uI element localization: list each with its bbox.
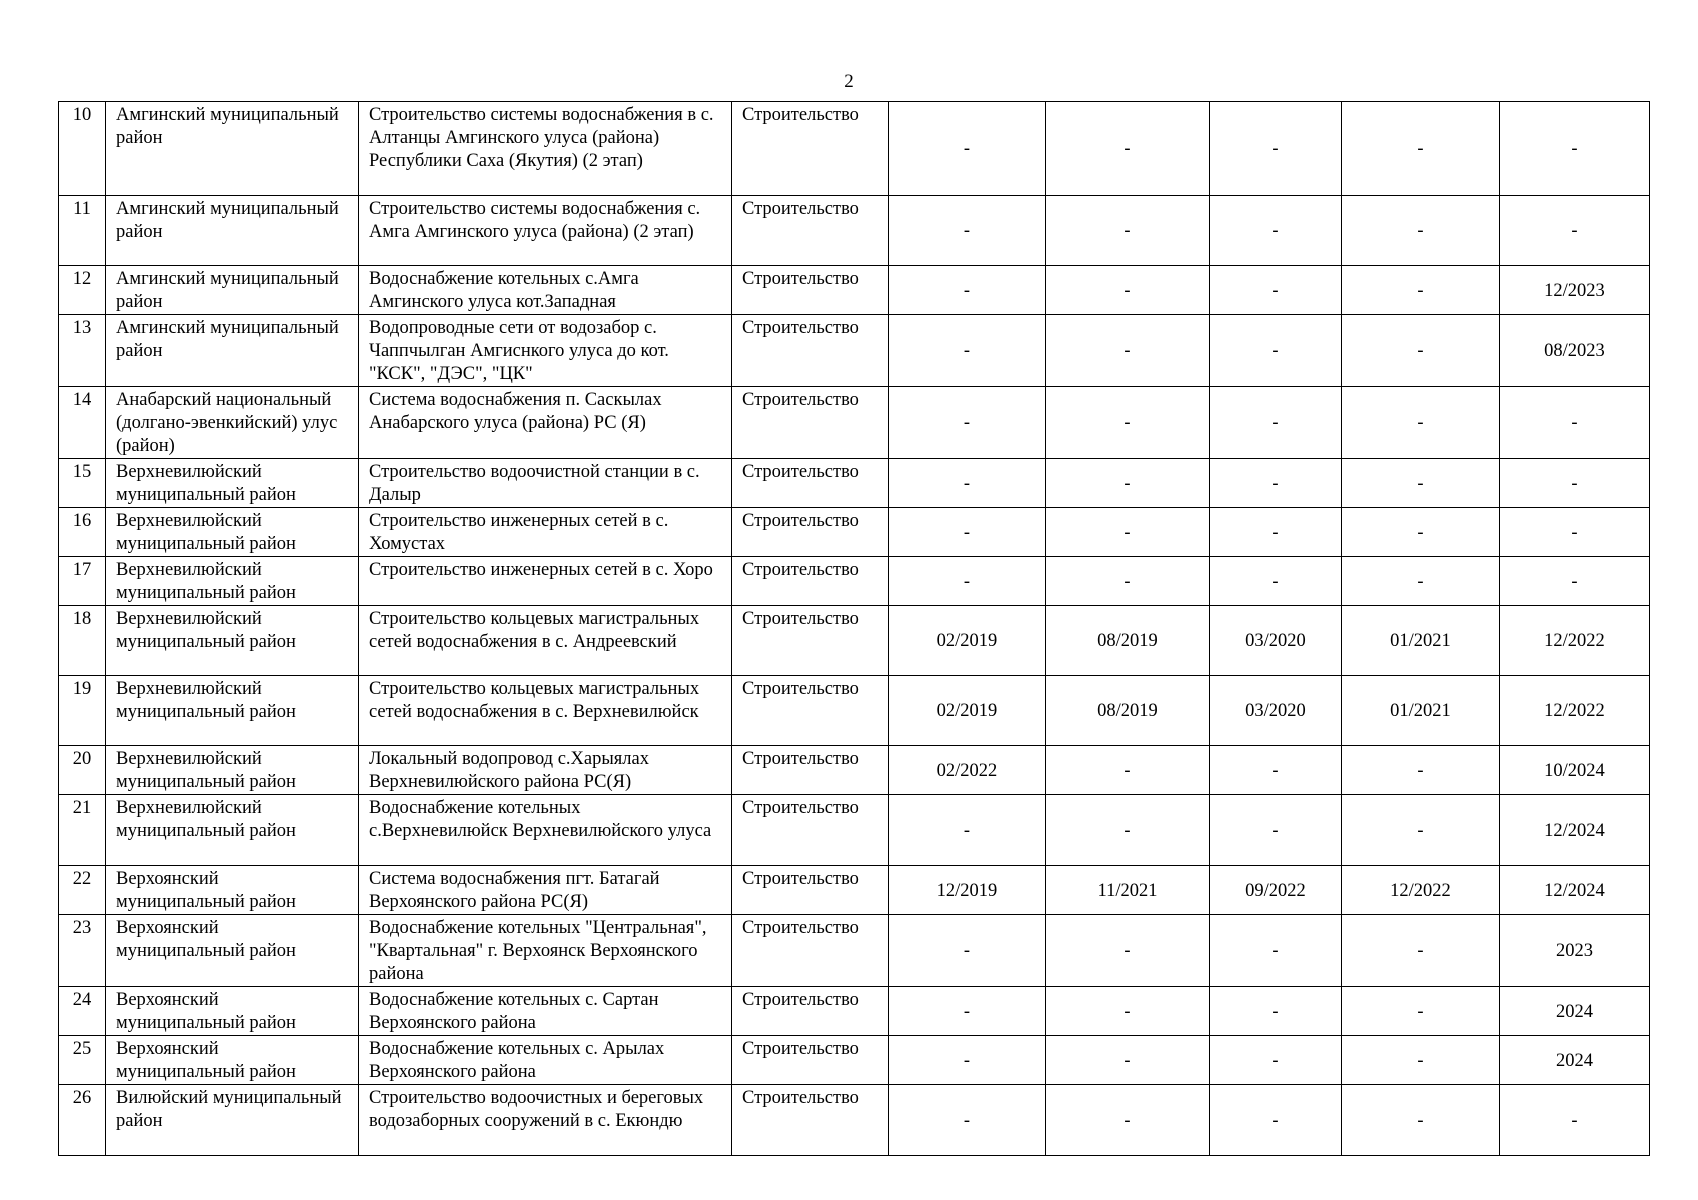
district-cell: Верхоянский муниципальный район bbox=[106, 915, 359, 987]
date-cell-2: - bbox=[1046, 795, 1210, 866]
date-cell-2: - bbox=[1046, 387, 1210, 459]
work-type-cell: Строительство bbox=[732, 606, 889, 676]
district-cell: Верхоянский муниципальный район bbox=[106, 987, 359, 1036]
projects-table bbox=[58, 101, 1650, 1156]
table-row bbox=[59, 1085, 1650, 1156]
work-type-cell: Строительство bbox=[732, 915, 889, 987]
project-cell: Водоснабжение котельных с.Верхневилюйск Верхневилюйского улуса bbox=[359, 795, 732, 866]
project-cell: Строительство инженерных сетей в с. Хоро bbox=[359, 557, 732, 606]
date-cell-3: - bbox=[1210, 1085, 1342, 1156]
table-row bbox=[59, 915, 1650, 987]
table-row bbox=[59, 866, 1650, 915]
district-cell: Верхневилюйский муниципальный район bbox=[106, 746, 359, 795]
district-cell: Верхоянский муниципальный район bbox=[106, 1036, 359, 1085]
project-cell: Строительство системы водоснабжения с. Амга Амгинского улуса (района) (2 этап) bbox=[359, 196, 732, 266]
date-cell-4: 12/2022 bbox=[1342, 866, 1500, 915]
table-row bbox=[59, 196, 1650, 266]
row-number: 22 bbox=[59, 866, 106, 915]
date-cell-3: 03/2020 bbox=[1210, 606, 1342, 676]
date-cell-1: 12/2019 bbox=[889, 866, 1046, 915]
row-number: 11 bbox=[59, 196, 106, 266]
work-type-cell: Строительство bbox=[732, 315, 889, 387]
project-cell: Водоснабжение котельных "Центральная", "Квартальная" г. Верхоянск Верхоянского района bbox=[359, 915, 732, 987]
district-cell: Верхневилюйский муниципальный район bbox=[106, 459, 359, 508]
date-cell-5: 10/2024 bbox=[1500, 746, 1650, 795]
date-cell-2: - bbox=[1046, 1085, 1210, 1156]
work-type-cell: Строительство bbox=[732, 387, 889, 459]
date-cell-4: - bbox=[1342, 746, 1500, 795]
date-cell-5: - bbox=[1500, 387, 1650, 459]
date-cell-2: - bbox=[1046, 987, 1210, 1036]
date-cell-4: - bbox=[1342, 266, 1500, 315]
district-cell: Верхневилюйский муниципальный район bbox=[106, 676, 359, 746]
work-type-cell: Строительство bbox=[732, 795, 889, 866]
date-cell-5: 12/2023 bbox=[1500, 266, 1650, 315]
date-cell-1: 02/2019 bbox=[889, 676, 1046, 746]
work-type-cell: Строительство bbox=[732, 266, 889, 315]
work-type-cell: Строительство bbox=[732, 866, 889, 915]
table-row bbox=[59, 557, 1650, 606]
date-cell-3: - bbox=[1210, 557, 1342, 606]
date-cell-3: - bbox=[1210, 196, 1342, 266]
row-number: 16 bbox=[59, 508, 106, 557]
date-cell-3: - bbox=[1210, 915, 1342, 987]
date-cell-2: - bbox=[1046, 746, 1210, 795]
row-number: 25 bbox=[59, 1036, 106, 1085]
date-cell-4: - bbox=[1342, 196, 1500, 266]
district-cell: Верхневилюйский муниципальный район bbox=[106, 606, 359, 676]
work-type-cell: Строительство bbox=[732, 508, 889, 557]
table-row bbox=[59, 508, 1650, 557]
date-cell-4: - bbox=[1342, 915, 1500, 987]
row-number: 23 bbox=[59, 915, 106, 987]
table-row bbox=[59, 987, 1650, 1036]
project-cell: Водоснабжение котельных с. Арылах Верхоянского района bbox=[359, 1036, 732, 1085]
table-row bbox=[59, 1036, 1650, 1085]
project-cell: Водоснабжение котельных с. Сартан Верхоянского района bbox=[359, 987, 732, 1036]
work-type-cell: Строительство bbox=[732, 557, 889, 606]
date-cell-2: - bbox=[1046, 196, 1210, 266]
date-cell-1: - bbox=[889, 102, 1046, 196]
date-cell-1: - bbox=[889, 387, 1046, 459]
date-cell-5: 08/2023 bbox=[1500, 315, 1650, 387]
date-cell-1: - bbox=[889, 459, 1046, 508]
date-cell-1: - bbox=[889, 508, 1046, 557]
date-cell-5: 2024 bbox=[1500, 987, 1650, 1036]
project-cell: Локальный водопровод с.Харыялах Верхневилюйского района РС(Я) bbox=[359, 746, 732, 795]
work-type-cell: Строительство bbox=[732, 676, 889, 746]
table-row bbox=[59, 315, 1650, 387]
date-cell-3: - bbox=[1210, 459, 1342, 508]
date-cell-5: - bbox=[1500, 557, 1650, 606]
date-cell-2: - bbox=[1046, 557, 1210, 606]
date-cell-3: 03/2020 bbox=[1210, 676, 1342, 746]
work-type-cell: Строительство bbox=[732, 1085, 889, 1156]
date-cell-2: - bbox=[1046, 315, 1210, 387]
project-cell: Строительство системы водоснабжения в с. Алтанцы Амгинского улуса (района) Республики Саха (Якутия) (2 этап) bbox=[359, 102, 732, 196]
row-number: 26 bbox=[59, 1085, 106, 1156]
date-cell-2: - bbox=[1046, 1036, 1210, 1085]
date-cell-4: - bbox=[1342, 1036, 1500, 1085]
date-cell-4: 01/2021 bbox=[1342, 676, 1500, 746]
date-cell-2: 08/2019 bbox=[1046, 606, 1210, 676]
date-cell-1: - bbox=[889, 266, 1046, 315]
district-cell: Анабарский национальный (долгано-эвенкийский) улус (район) bbox=[106, 387, 359, 459]
row-number: 24 bbox=[59, 987, 106, 1036]
date-cell-3: - bbox=[1210, 987, 1342, 1036]
table-row bbox=[59, 266, 1650, 315]
date-cell-2: - bbox=[1046, 915, 1210, 987]
work-type-cell: Строительство bbox=[732, 459, 889, 508]
table-row bbox=[59, 606, 1650, 676]
district-cell: Вилюйский муниципальный район bbox=[106, 1085, 359, 1156]
project-cell: Водоснабжение котельных с.Амга Амгинского улуса кот.Западная bbox=[359, 266, 732, 315]
date-cell-5: 12/2024 bbox=[1500, 866, 1650, 915]
district-cell: Верхневилюйский муниципальный район bbox=[106, 795, 359, 866]
date-cell-1: 02/2022 bbox=[889, 746, 1046, 795]
row-number: 17 bbox=[59, 557, 106, 606]
date-cell-5: - bbox=[1500, 102, 1650, 196]
date-cell-2: - bbox=[1046, 508, 1210, 557]
date-cell-5: 12/2022 bbox=[1500, 676, 1650, 746]
date-cell-1: 02/2019 bbox=[889, 606, 1046, 676]
district-cell: Верхневилюйский муниципальный район bbox=[106, 557, 359, 606]
date-cell-2: - bbox=[1046, 102, 1210, 196]
table-row bbox=[59, 387, 1650, 459]
project-cell: Система водоснабжения п. Саскылах Анабарского улуса (района) РС (Я) bbox=[359, 387, 732, 459]
date-cell-5: - bbox=[1500, 196, 1650, 266]
date-cell-4: - bbox=[1342, 315, 1500, 387]
project-cell: Строительство инженерных сетей в с. Хомустах bbox=[359, 508, 732, 557]
table-row bbox=[59, 676, 1650, 746]
work-type-cell: Строительство bbox=[732, 196, 889, 266]
row-number: 14 bbox=[59, 387, 106, 459]
row-number: 10 bbox=[59, 102, 106, 196]
page-number: 2 bbox=[844, 71, 854, 92]
project-cell: Система водоснабжения пгт. Батагай Верхоянского района РС(Я) bbox=[359, 866, 732, 915]
date-cell-1: - bbox=[889, 1085, 1046, 1156]
date-cell-1: - bbox=[889, 1036, 1046, 1085]
date-cell-2: - bbox=[1046, 266, 1210, 315]
district-cell: Амгинский муниципальный район bbox=[106, 196, 359, 266]
date-cell-1: - bbox=[889, 987, 1046, 1036]
date-cell-4: - bbox=[1342, 795, 1500, 866]
project-cell: Водопроводные сети от водозабор с. Чаппчылган Амгиснкого улуса до кот. "КСК", "ДЭС", "ЦК" bbox=[359, 315, 732, 387]
date-cell-4: - bbox=[1342, 1085, 1500, 1156]
date-cell-5: - bbox=[1500, 1085, 1650, 1156]
date-cell-2: 11/2021 bbox=[1046, 866, 1210, 915]
date-cell-5: 2024 bbox=[1500, 1036, 1650, 1085]
row-number: 20 bbox=[59, 746, 106, 795]
project-cell: Строительство кольцевых магистральных сетей водоснабжения в с. Андреевский bbox=[359, 606, 732, 676]
date-cell-1: - bbox=[889, 915, 1046, 987]
work-type-cell: Строительство bbox=[732, 746, 889, 795]
district-cell: Верхоянский муниципальный район bbox=[106, 866, 359, 915]
date-cell-3: - bbox=[1210, 102, 1342, 196]
district-cell: Верхневилюйский муниципальный район bbox=[106, 508, 359, 557]
date-cell-3: - bbox=[1210, 795, 1342, 866]
table-row bbox=[59, 795, 1650, 866]
date-cell-5: 12/2024 bbox=[1500, 795, 1650, 866]
date-cell-4: 01/2021 bbox=[1342, 606, 1500, 676]
date-cell-3: 09/2022 bbox=[1210, 866, 1342, 915]
district-cell: Амгинский муниципальный район bbox=[106, 102, 359, 196]
row-number: 15 bbox=[59, 459, 106, 508]
project-cell: Строительство кольцевых магистральных сетей водоснабжения в с. Верхневилюйск bbox=[359, 676, 732, 746]
row-number: 13 bbox=[59, 315, 106, 387]
row-number: 18 bbox=[59, 606, 106, 676]
project-cell: Строительство водоочистной станции в с. Далыр bbox=[359, 459, 732, 508]
date-cell-4: - bbox=[1342, 987, 1500, 1036]
date-cell-2: - bbox=[1046, 459, 1210, 508]
date-cell-1: - bbox=[889, 795, 1046, 866]
date-cell-5: 12/2022 bbox=[1500, 606, 1650, 676]
date-cell-4: - bbox=[1342, 508, 1500, 557]
date-cell-1: - bbox=[889, 315, 1046, 387]
district-cell: Амгинский муниципальный район bbox=[106, 315, 359, 387]
date-cell-4: - bbox=[1342, 102, 1500, 196]
date-cell-1: - bbox=[889, 557, 1046, 606]
date-cell-2: 08/2019 bbox=[1046, 676, 1210, 746]
table-row bbox=[59, 102, 1650, 196]
date-cell-5: - bbox=[1500, 459, 1650, 508]
date-cell-4: - bbox=[1342, 459, 1500, 508]
date-cell-1: - bbox=[889, 196, 1046, 266]
row-number: 19 bbox=[59, 676, 106, 746]
date-cell-3: - bbox=[1210, 746, 1342, 795]
date-cell-5: 2023 bbox=[1500, 915, 1650, 987]
date-cell-3: - bbox=[1210, 508, 1342, 557]
project-cell: Строительство водоочистных и береговых водозаборных сооружений в с. Екюндю bbox=[359, 1085, 732, 1156]
date-cell-3: - bbox=[1210, 387, 1342, 459]
date-cell-3: - bbox=[1210, 315, 1342, 387]
work-type-cell: Строительство bbox=[732, 987, 889, 1036]
table-row bbox=[59, 746, 1650, 795]
date-cell-3: - bbox=[1210, 1036, 1342, 1085]
work-type-cell: Строительство bbox=[732, 102, 889, 196]
date-cell-3: - bbox=[1210, 266, 1342, 315]
date-cell-4: - bbox=[1342, 387, 1500, 459]
row-number: 12 bbox=[59, 266, 106, 315]
table-body bbox=[59, 102, 1650, 1156]
district-cell: Амгинский муниципальный район bbox=[106, 266, 359, 315]
row-number: 21 bbox=[59, 795, 106, 866]
date-cell-4: - bbox=[1342, 557, 1500, 606]
work-type-cell: Строительство bbox=[732, 1036, 889, 1085]
table-row bbox=[59, 459, 1650, 508]
date-cell-5: - bbox=[1500, 508, 1650, 557]
